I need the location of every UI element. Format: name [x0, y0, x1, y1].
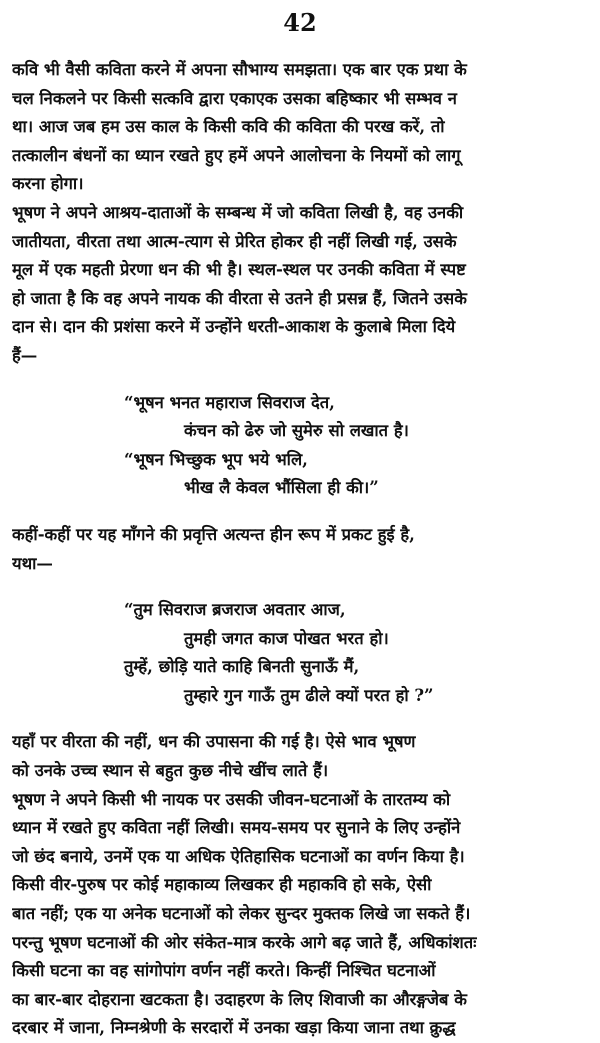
- verse-line: तुम्हें, छोड़ि याते काहि बिनती सुनाऊँ मैं,: [124, 657, 360, 677]
- text-line: यथा—: [12, 553, 53, 573]
- text-line: यहाँ पर वीरता की नहीं, धन की उपासना की गई है। ऐसे भाव भूषण: [12, 732, 416, 752]
- verse-line: तुम्हारे गुन गाऊँ तुम ढीले क्यों परत हो ?”: [184, 685, 434, 705]
- paragraph-2: [12, 199, 588, 371]
- text-line: किसी वीर-पुरुष पर कोई महाकाव्य लिखकर ही महाकवि हो सके, ऐसी: [12, 875, 432, 895]
- text-line: किसी घटना का वह सांगोपांग वर्णन नहीं करते। किन्हीं निश्चित घटनाओं: [12, 961, 436, 981]
- text-line: जो छंद बनाये, उनमें एक या अधिक ऐतिहासिक घटनाओं का वर्णन किया है।: [12, 846, 465, 866]
- verse-line: “भूषन भिच्छुक भूप भये भलि,: [124, 449, 308, 469]
- text-line: हो जाता है कि वह अपने नायक की वीरता से उतने ही प्रसन्न हैं, जितने उसके: [12, 288, 467, 308]
- text-line: मूल में एक महती प्रेरणा धन की भी है। स्थल-स्थल पर उनकी कविता में स्पष्ट: [12, 260, 466, 280]
- verse-line: तुमही जगत काज पोखत भरत हो।: [184, 628, 389, 648]
- verse-line: “तुम सिवराज ब्रजराज अवतार आज,: [124, 600, 346, 620]
- text-line: ध्यान में रखते हुए कविता नहीं लिखी। समय-समय पर सुनाने के लिए उन्होंने: [12, 818, 461, 838]
- text-line: करना होगा।: [12, 174, 84, 194]
- text-line: जातीयता, वीरता तथा आत्म-त्याग से प्रेरित होकर ही नहीं लिखी गई, उसके: [12, 231, 457, 251]
- verse-line: कंचन को ढेरु जो सुमेरु सो लखात है।: [184, 421, 409, 441]
- verse-quote-1: [12, 389, 588, 503]
- text-line: हैं—: [12, 345, 38, 365]
- text-line: कवि भी वैसी कविता करने में अपना सौभाग्य समझता। एक बार एक प्रथा के: [12, 60, 467, 79]
- text-line: बात नहीं; एक या अनेक घटनाओं को लेकर सुन्दर मुक्तक लिखे जा सकते हैं।: [12, 904, 471, 924]
- paragraph-4: [12, 728, 588, 785]
- text-line: दान से। दान की प्रशंसा करने में उन्होंने धरती-आकाश के कुलाबे मिला दिये: [12, 317, 456, 337]
- paragraph-5: [12, 786, 588, 872]
- text-line: को उनके उच्च स्थान से बहुत कुछ नीचे खींच लाते हैं।: [12, 761, 329, 781]
- paragraph-1: [12, 56, 588, 199]
- text-line: भूषण ने अपने किसी भी नायक पर उसकी जीवन-घटनाओं के तारतम्य को: [12, 789, 451, 809]
- text-line: था। आज जब हम उस काल के किसी कवि की कविता की परख करें, तो: [12, 117, 445, 137]
- text-line: कहीं-कहीं पर यह माँगने की प्रवृत्ति अत्यन्त हीन रूप में प्रकट हुई है,: [12, 524, 415, 544]
- text-line: तत्कालीन बंधनों का ध्यान रखते हुए हमें अपने आलोचना के नियमों को लागू: [12, 145, 461, 165]
- paragraph-3: [12, 521, 588, 578]
- text-line: का बार-बार दोहराना खटकता है। उदाहरण के लिए शिवाजी का औरङ्गजेब के: [12, 989, 467, 1009]
- text-line: चल निकलने पर किसी सत्कवि द्वारा एकाएक उसका बहिष्कार भी सम्भव न: [12, 88, 457, 108]
- paragraph-6: [12, 871, 588, 1043]
- verse-line: “भूषन भनत महाराज सिवराज देत,: [124, 392, 335, 412]
- text-line: परन्तु भूषण घटनाओं की ओर संकेत-मात्र करके आगे बढ़ जाते हैं, अधिकांशतः: [12, 932, 477, 952]
- text-line: दरबार में जाना, निम्नश्रेणी के सरदारों में उनका खड़ा किया जाना तथा क्रुद्ध: [12, 1018, 456, 1038]
- page-number: 42: [283, 8, 317, 37]
- verse-quote-2: [12, 596, 588, 710]
- verse-line: भीख लै केवल भौंसिला ही की।”: [184, 478, 379, 498]
- page-body: [12, 56, 588, 1043]
- text-line: भूषण ने अपने आश्रय-दाताओं के सम्बन्ध में जो कविता लिखी है, वह उनकी: [12, 202, 464, 222]
